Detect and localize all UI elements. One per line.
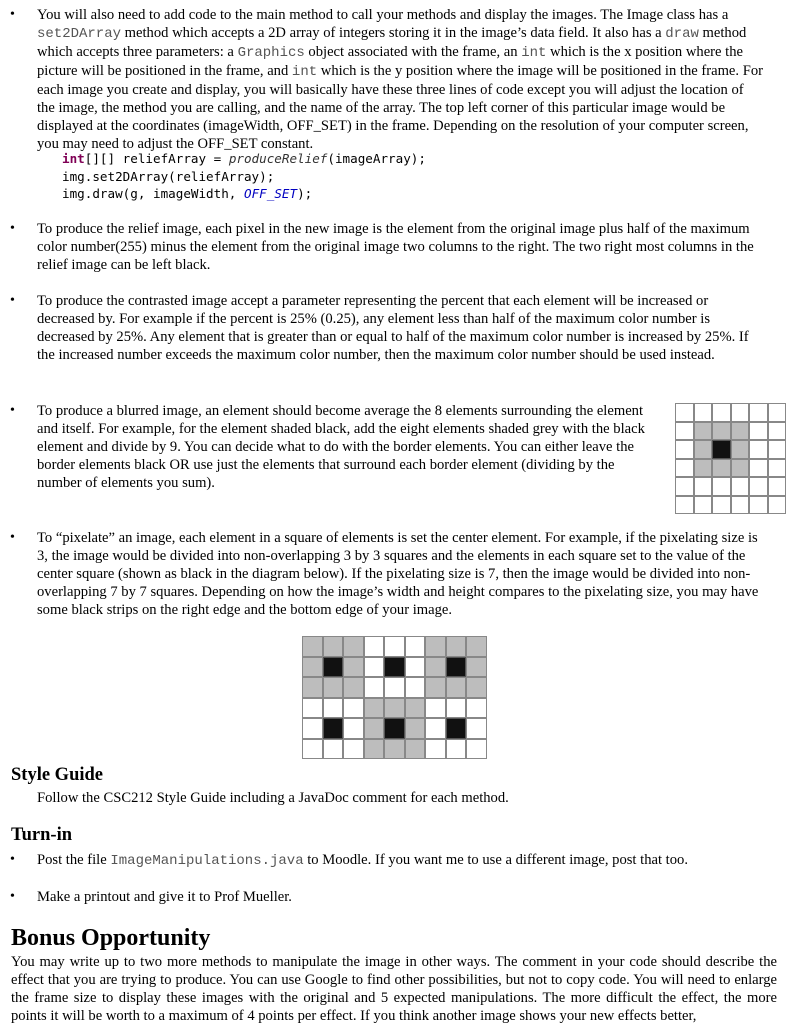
turn-in-item-post: Post the file ImageManipulations.java to Moodle. If you want me to use a different image, post that too. bbox=[37, 852, 688, 869]
grid-cell bbox=[675, 496, 694, 515]
grid-cell bbox=[343, 739, 364, 760]
grid-cell bbox=[712, 403, 731, 422]
bullet-glyph: • bbox=[10, 889, 15, 904]
int-code: int bbox=[291, 64, 318, 80]
grid-cell bbox=[364, 657, 385, 678]
grid-cell-grey bbox=[343, 677, 364, 698]
grid-cell bbox=[675, 422, 694, 441]
grid-cell bbox=[712, 477, 731, 496]
grid-cell-grey bbox=[694, 440, 713, 459]
turn-in-heading: Turn-in bbox=[11, 825, 73, 845]
style-guide-heading: Style Guide bbox=[11, 765, 103, 785]
grid-cell-black bbox=[712, 440, 731, 459]
bullet-glyph: • bbox=[10, 530, 15, 545]
grid-cell bbox=[405, 677, 426, 698]
grid-cell bbox=[364, 677, 385, 698]
grid-cell-black bbox=[446, 718, 467, 739]
filename-code: ImageManipulations.java bbox=[110, 853, 304, 869]
grid-cell bbox=[343, 718, 364, 739]
grid-cell-grey bbox=[323, 677, 344, 698]
grid-cell-grey bbox=[405, 739, 426, 760]
grid-cell bbox=[768, 440, 787, 459]
bonus-heading: Bonus Opportunity bbox=[11, 925, 211, 951]
grid-cell bbox=[768, 459, 787, 478]
grid-cell bbox=[466, 739, 487, 760]
pixelate-paragraph: To “pixelate” an image, each element in a square of elements is set the center element. For example, if the pixelating size is 3, the image would be divided into non-overlapping 3 by 3 squares and the elements in each square set to the value of the center square (shown as black in the diagram below). If the pixelating size is 7, then the image would be divided into non-overlapping 7 by 7 squares. Depending on how the image’s width and height compares to the pixelating size, you may have some black strips on the right edge and the bottom edge of your image. bbox=[37, 530, 759, 618]
grid-cell bbox=[768, 477, 787, 496]
turn-in-item-printout: Make a printout and give it to Prof Mueller. bbox=[37, 889, 292, 905]
grid-cell bbox=[405, 636, 426, 657]
blur-diagram bbox=[675, 403, 786, 514]
grid-cell bbox=[466, 698, 487, 719]
bullet-glyph: • bbox=[10, 852, 15, 867]
code-method-name: produceRelief bbox=[228, 151, 328, 166]
grid-cell-grey bbox=[731, 459, 750, 478]
grid-cell-grey bbox=[446, 677, 467, 698]
grid-cell bbox=[675, 477, 694, 496]
grid-cell bbox=[405, 657, 426, 678]
grid-cell bbox=[749, 440, 768, 459]
grid-cell bbox=[768, 403, 787, 422]
grid-cell bbox=[323, 698, 344, 719]
grid-cell bbox=[675, 403, 694, 422]
grid-cell-grey bbox=[384, 698, 405, 719]
blur-paragraph: To produce a blurred image, an element should become average the 8 elements surrounding the element and itself. For example, for the element shaded black, add the eight elements shaded grey with the black element and divide by 9. You can decide what to do with the border elements. You can either leave the border elements black OR use just the elements that surround each border element (dividing by the number of elements you sum). bbox=[37, 403, 645, 491]
grid-cell-grey bbox=[302, 677, 323, 698]
code-line-2: img.set2DArray(reliefArray); bbox=[62, 168, 275, 184]
grid-cell bbox=[364, 636, 385, 657]
grid-cell-grey bbox=[384, 739, 405, 760]
grid-cell-grey bbox=[343, 636, 364, 657]
grid-cell-grey bbox=[343, 657, 364, 678]
grid-cell bbox=[466, 718, 487, 739]
grid-cell bbox=[302, 698, 323, 719]
grid-cell-black bbox=[446, 657, 467, 678]
graphics-code: Graphics bbox=[237, 45, 305, 61]
int-code: int bbox=[521, 45, 547, 61]
grid-cell bbox=[712, 496, 731, 515]
code-keyword: int bbox=[62, 151, 85, 166]
grid-cell-black bbox=[323, 718, 344, 739]
grid-cell bbox=[343, 698, 364, 719]
code-snippet: int[][] reliefArray = produceRelief(imageArray); img.set2DArray(reliefArray); img.draw(g, imageWidth, OFF_SET); bbox=[62, 151, 426, 201]
style-guide-text: Follow the CSC212 Style Guide including a JavaDoc comment for each method. bbox=[37, 790, 509, 806]
bonus-text: You may write up to two more methods to manipulate the image in other ways. The comment in your code should describe the effect that you are trying to produce. You can use Google to find other possibilities, but not to copy code. You will need to enlarge the frame size to display these images with the original and 5 expected manipulations. The more difficult the effect, the more points it will be worth to a maximum of 4 points per effect. If you think another image shows your new effects better, bbox=[11, 954, 777, 1024]
main-method-paragraph: You will also need to add code to the main method to call your methods and display the images. The Image class has a set2DArray method which accepts a 2D array of integers storing it in the image’s data field. It also has a draw method which accepts three parameters: a Graphics object associated with the frame, an int which is the x position where the picture will be positioned in the frame, and int which is the y position where the image will be positioned in the frame. For each image you create and display, you will basically have these three lines of code except you will adjust the location of the image, the method you are calling, and the name of the array. The top left corner of this particular image would be displayed at the coordinates (imageWidth, OFF_SET) in the frame. Depending on the resolution of your computer screen, you may need to adjust the OFF_SET constant. bbox=[37, 7, 763, 152]
grid-cell-grey bbox=[323, 636, 344, 657]
grid-cell bbox=[425, 739, 446, 760]
draw-code: draw bbox=[665, 26, 699, 42]
relief-paragraph: To produce the relief image, each pixel in the new image is the element from the original image plus half of the maximum color number(255) minus the element from the original image two columns to the right. The two right most columns in the relief image can be left black. bbox=[37, 221, 754, 273]
grid-cell bbox=[425, 698, 446, 719]
grid-cell bbox=[749, 459, 768, 478]
grid-cell bbox=[749, 496, 768, 515]
grid-cell-grey bbox=[405, 698, 426, 719]
grid-cell-grey bbox=[302, 636, 323, 657]
grid-cell-black bbox=[384, 718, 405, 739]
grid-cell-grey bbox=[731, 440, 750, 459]
grid-cell bbox=[749, 403, 768, 422]
grid-cell-grey bbox=[364, 739, 385, 760]
contrast-paragraph: To produce the contrasted image accept a parameter representing the percent that each element will be increased or decreased by. For example if the percent is 25% (0.25), any element less than half of the maximum color number is decreased by 25%. Any element that is greater than or equal to half of the maximum color number is increased by 25%. If the increased number exceeds the maximum color number, then the maximum color number should be used instead. bbox=[37, 293, 749, 363]
grid-cell bbox=[768, 496, 787, 515]
grid-cell-grey bbox=[731, 422, 750, 441]
grid-cell-grey bbox=[446, 636, 467, 657]
grid-cell-grey bbox=[712, 422, 731, 441]
grid-cell bbox=[302, 739, 323, 760]
bullet-glyph: • bbox=[10, 403, 15, 418]
grid-cell-black bbox=[323, 657, 344, 678]
grid-cell-grey bbox=[466, 657, 487, 678]
grid-cell-grey bbox=[425, 677, 446, 698]
grid-cell bbox=[446, 739, 467, 760]
grid-cell-grey bbox=[364, 718, 385, 739]
grid-cell bbox=[425, 718, 446, 739]
grid-cell bbox=[323, 739, 344, 760]
grid-cell-grey bbox=[694, 422, 713, 441]
bullet-glyph: • bbox=[10, 7, 15, 22]
grid-cell-grey bbox=[405, 718, 426, 739]
grid-cell bbox=[675, 459, 694, 478]
grid-cell-grey bbox=[425, 636, 446, 657]
grid-cell-grey bbox=[302, 657, 323, 678]
grid-cell bbox=[446, 698, 467, 719]
grid-cell bbox=[302, 718, 323, 739]
grid-cell bbox=[675, 440, 694, 459]
grid-cell bbox=[731, 496, 750, 515]
grid-cell-grey bbox=[466, 677, 487, 698]
grid-cell bbox=[749, 477, 768, 496]
grid-cell-grey bbox=[425, 657, 446, 678]
grid-cell-grey bbox=[712, 459, 731, 478]
grid-cell bbox=[768, 422, 787, 441]
grid-cell-grey bbox=[466, 636, 487, 657]
grid-cell bbox=[384, 636, 405, 657]
set2darray-code: set2DArray bbox=[37, 26, 122, 42]
grid-cell bbox=[694, 403, 713, 422]
bullet-glyph: • bbox=[10, 221, 15, 236]
grid-cell bbox=[731, 403, 750, 422]
grid-cell-grey bbox=[364, 698, 385, 719]
grid-cell bbox=[749, 422, 768, 441]
pixelate-diagram bbox=[302, 636, 487, 759]
code-constant: OFF_SET bbox=[243, 186, 298, 201]
grid-cell bbox=[731, 477, 750, 496]
grid-cell-black bbox=[384, 657, 405, 678]
bullet-glyph: • bbox=[10, 293, 15, 308]
grid-cell-grey bbox=[694, 459, 713, 478]
grid-cell bbox=[694, 477, 713, 496]
grid-cell bbox=[694, 496, 713, 515]
grid-cell bbox=[384, 677, 405, 698]
